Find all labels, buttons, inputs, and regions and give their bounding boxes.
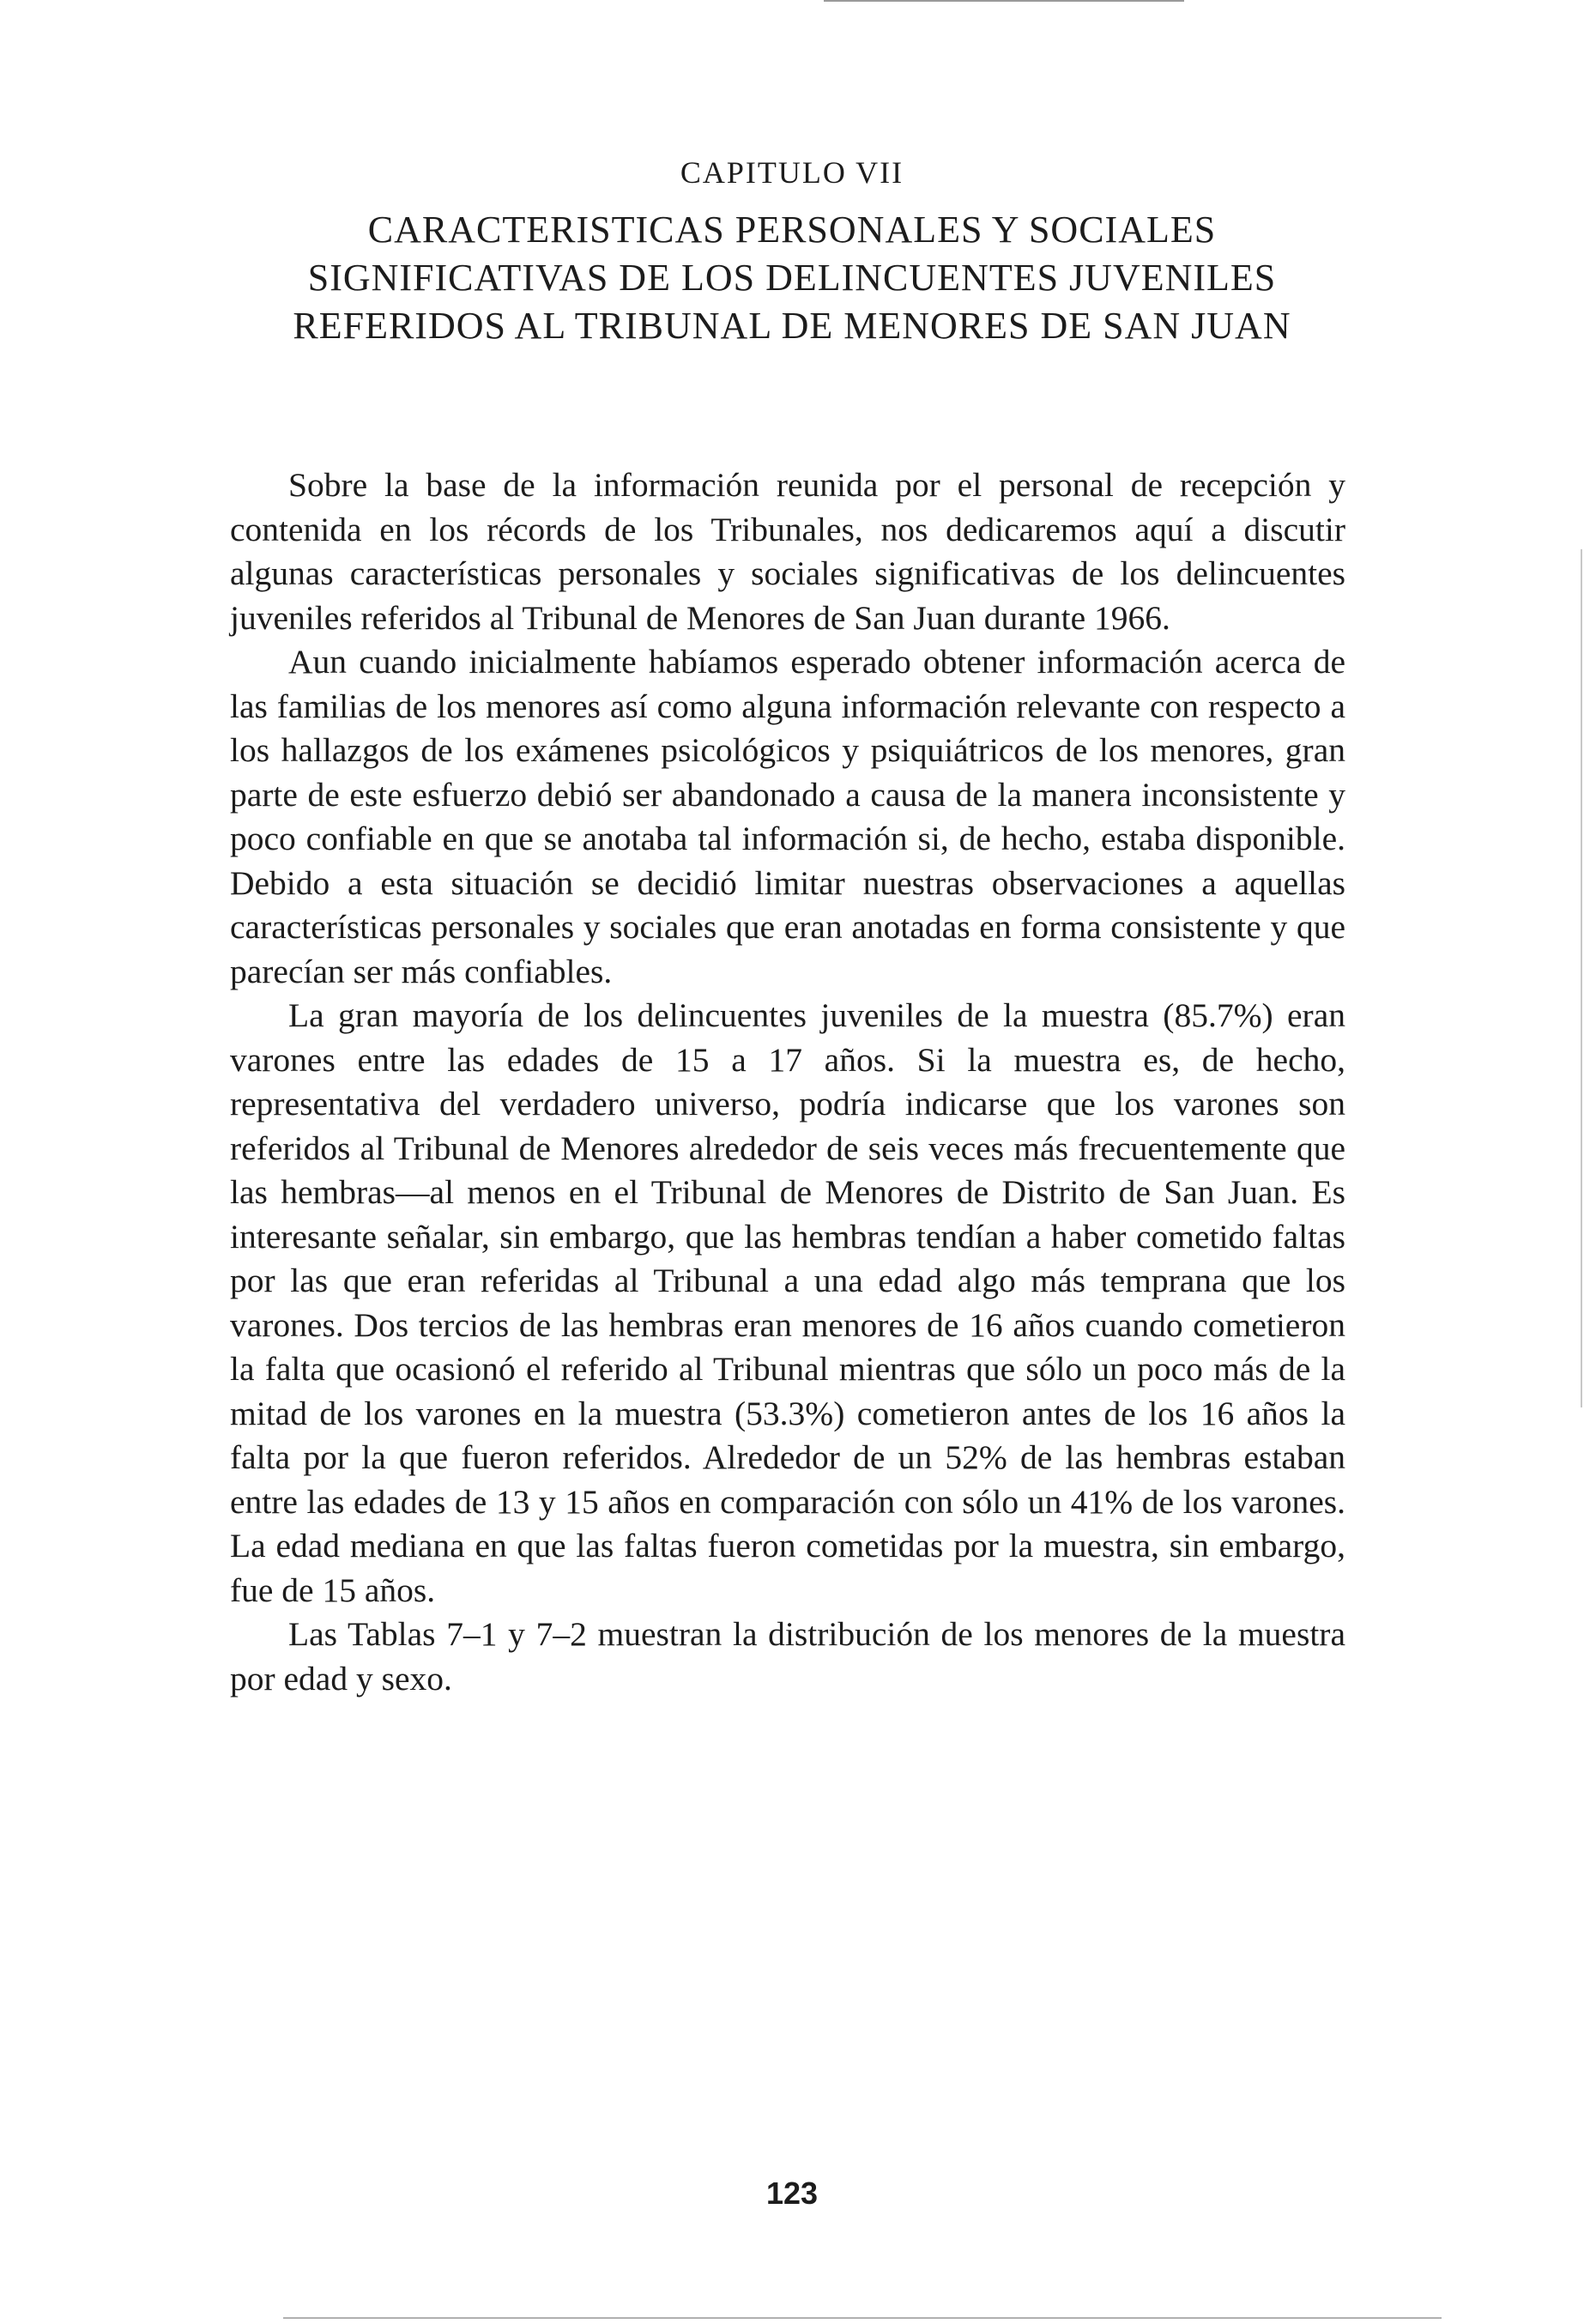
- page-number: 123: [765, 2176, 819, 2211]
- paragraph: La gran mayoría de los delincuentes juveniles de la muestra (85.7%) eran varones entre las edades de 15 a 17 años. Si la muestra es, de hecho, representativa del verdadero universo, podría indicarse que los varones son referidos al Tribunal de Menores alrededor de seis veces más frecuentemente que las hembras—al menos en el Tribunal de Menores de Distrito de San Juan. Es interesante señalar, sin embargo, que las hembras tendían a haber cometido faltas por las que eran referidas al Tribunal a una edad algo más temprana que los varones. Dos tercios de las hembras eran menores de 16 años cuando cometieron la falta que ocasionó el referido al Tribunal mientras que sólo un poco más de la mitad de los varones en la muestra (53.3%) cometieron antes de los 16 años la falta por la que fueron referidos. Alrededor de un 52% de las hembras estaban entre las edades de 13 y 15 años en comparación con sólo un 41% de los varones. La edad mediana en que las faltas fueron cometidas por la muestra, sin embargo, fue de 15 años.: [230, 996, 1345, 1609]
- chapter-title-line: SIGNIFICATIVAS DE LOS DELINCUENTES JUVENILES: [307, 257, 1277, 299]
- paragraph: Sobre la base de la información reunida por el personal de recepción y contenida en los récords de los Tribunales, nos dedicaremos aquí a discutir algunas características personales y sociales significativas de los delincuentes juveniles referidos al Tribunal de Menores de San Juan durante 1966.: [230, 466, 1345, 637]
- chapter-title-line: REFERIDOS AL TRIBUNAL DE MENORES DE SAN JUAN: [293, 305, 1291, 347]
- right-edge-rule: [1581, 549, 1582, 1407]
- paragraph: Las Tablas 7–1 y 7–2 muestran la distribución de los menores de la muestra por edad y sexo.: [230, 1615, 1345, 1698]
- bottom-edge-rule: [283, 2317, 1442, 2319]
- top-edge-rule: [824, 0, 1184, 2]
- chapter-title-line: CARACTERISTICAS PERSONALES Y SOCIALES: [367, 209, 1217, 251]
- body-text: [230, 463, 1345, 1701]
- chapter-title: [197, 206, 1387, 350]
- paragraph: Aun cuando inicialmente habíamos esperado obtener información acerca de las familias de los menores así como alguna información relevante con respecto a los hallazgos de los exámenes psicológicos y psiquiátricos de los menores, gran parte de este esfuerzo debió ser abandonado a causa de la manera inconsistente y poco confiable en que se anotaba tal información si, de hecho, estaba disponible. Debido a esta situación se decidió limitar nuestras observaciones a aquellas características personales y sociales que eran anotadas en forma consistente y que parecían ser más confiables.: [230, 643, 1345, 990]
- chapter-label: CAPITULO VII: [680, 155, 904, 190]
